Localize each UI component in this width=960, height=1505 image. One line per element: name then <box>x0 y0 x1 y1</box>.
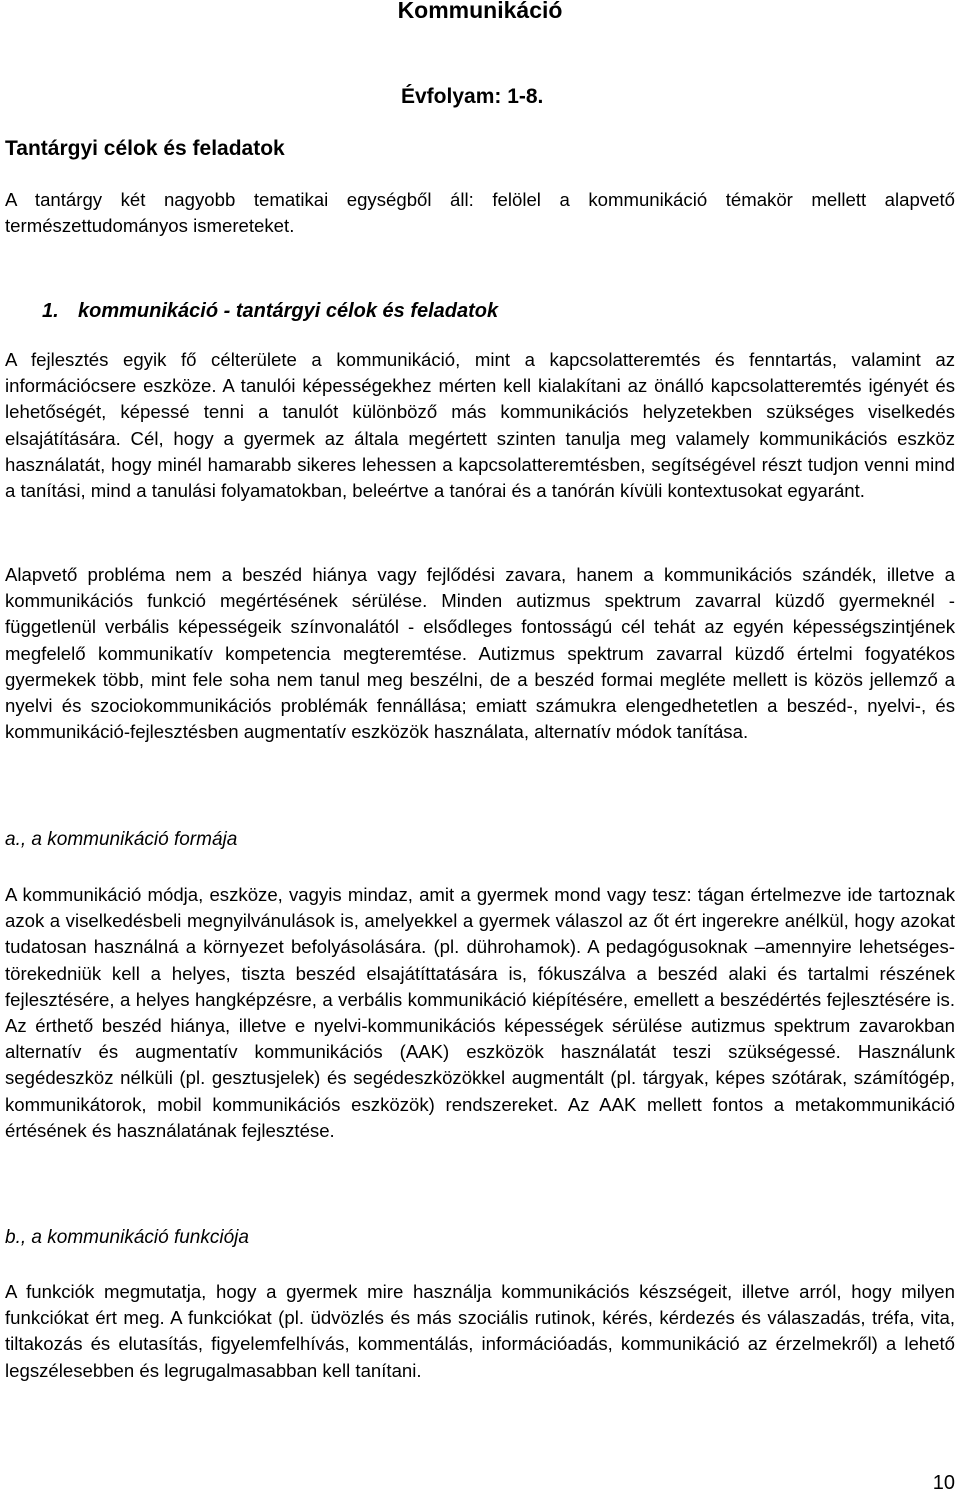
page-number: 10 <box>932 1472 955 1494</box>
subject-goals-heading: Tantárgyi célok és feladatok <box>5 137 285 160</box>
section-1-title: kommunikáció - tantárgyi célok és feladatok <box>78 300 499 322</box>
section-1-number: 1. <box>42 300 59 322</box>
subsection-a-paragraph: A kommunikáció módja, eszköze, vagyis mindaz, amit a gyermek mond vagy tesz: tágan értelmezve ide tartoznak azok a viselkedésbeli megnyilvánulások is, amelyekkel a gyermek válaszol az őt ért ingerekre anélkül, hogy azokat tudatosan használná a környezet befolyásolására. (pl. dührohamok). A pedagógusoknak –amennyire lehetséges- törekedniük kell a helyes, tiszta beszéd elsajátíttatására is, fókuszálva a beszéd alaki és tartalmi részének fejlesztésére, a helyes hangképzésre, a verbális kommunikáció kiépítésére, emellett a beszédértés fejlesztésére is. Az érthető beszéd hiánya, illetve e nyelvi-kommunikációs képességek sérülése autizmus spektrum zavarokban alternatív és augmentatív kommunikációs (AAK) eszközök használatát teszi szükségessé. Használunk segédeszköz nélküli (pl. gesztusjelek) és segédeszközökkel augmentált (pl. tárgyak, képes szótárak, számítógép, kommunikátorok, mobil kommunikációs eszközök) rendszereket. Az AAK mellett fontos a metakommunikáció értésének és használatának fejlesztése. <box>5 884 955 1141</box>
intro-paragraph: A tantárgy két nagyobb tematikai egységből áll: felölel a kommunikáció témakör mellett alapvető természettudományos ismereteket. <box>5 189 955 237</box>
section-1-paragraph-1: A fejlesztés egyik fő célterülete a kommunikáció, mint a kapcsolatteremtés és fenntartás, valamint az információcsere eszköze. A tanulói képességekhez mérten kell kialakítani az önálló kapcsolatteremtés igényét és lehetőségét, képessé tenni a tanulót különböző más kommunikációs helyzetekben szükséges viselkedés elsajátítására. Cél, hogy a gyermek az általa megértett szinten tanulja meg valamely kommunikációs eszköz használatát, hogy minél hamarabb sikeres lehessen a kapcsolatteremtésben, segítségével részt tudjon venni mind a tanítási, mind a tanulási folyamatokban, beleértve a tanórai és a tanórán kívüli kontextusokat egyaránt. <box>5 349 955 502</box>
section-1-paragraph-2: Alapvető probléma nem a beszéd hiánya vagy fejlődési zavara, hanem a kommunikációs szándék, illetve a kommunikációs funkció megértésének sérülése. Minden autizmus spektrum zavarral küzdő gyermeknél - függetlenül verbális képességeik színvonalától - elsődleges fontosságú cél tehát az egyén képességszintjének megfelelő kommunikatív kompetencia megteremtése. Autizmus spektrum zavarral küzdő értelmi fogyatékos gyermekek több, mint fele soha nem tanul meg beszélni, de a beszéd formai megléte mellett is közös jellemző a nyelvi és szociokommunikációs problémák fennállása; emiatt számukra elengedhetetlen a beszéd-, nyelvi-, és kommunikáció-fejlesztésben augmentatív eszközök használata, alternatív módok tanítása. <box>5 564 955 743</box>
subsection-a-heading: a., a kommunikáció formája <box>5 829 238 850</box>
document-title: Kommunikáció <box>397 0 563 23</box>
section-1-heading <box>42 297 498 325</box>
grade-level: Évfolyam: 1-8. <box>401 85 544 108</box>
subsection-b-heading: b., a kommunikáció funkciója <box>5 1227 249 1248</box>
subsection-b-paragraph: A funkciók megmutatja, hogy a gyermek mire használja kommunikációs készségeit, illetve arról, hogy milyen funkciókat ért meg. A funkciókat (pl. üdvözlés és más szociális rutinok, kérés, kérdezés és válaszadás, tréfa, vita, tiltakozás és elutasítás, figyelemfelhívás, kommentálás, információadás, kommunikáció az érzelmekről) a lehető legszélesebben és legrugalmasabban kell tanítani. <box>5 1281 955 1381</box>
